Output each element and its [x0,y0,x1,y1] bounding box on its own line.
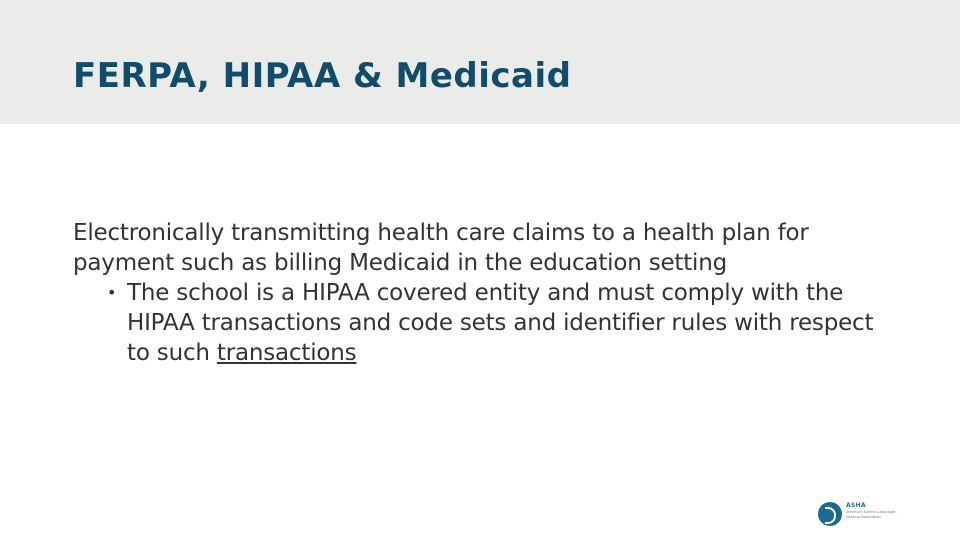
slide-title: FERPA, HIPAA & Medicaid [73,56,572,96]
slide-body [73,218,903,368]
asha-logo-icon [818,502,842,526]
transactions-link[interactable]: transactions [216,340,357,366]
bullet-text: The school is a HIPAA covered entity and must comply with the HIPAA transactions and code sets and identifier rules with respect to such [127,280,874,366]
bullet-item [107,278,903,368]
body-paragraph: Electronically transmitting health care claims to a health plan for payment such as billing Medicaid in the education setting [73,220,809,276]
bullet-marker: • [107,283,117,302]
bullet-list [73,278,903,368]
logo-name: ASHA [846,502,866,509]
asha-logo [812,500,902,530]
logo-subtitle: American Speech-Language-Hearing Association [846,510,897,519]
